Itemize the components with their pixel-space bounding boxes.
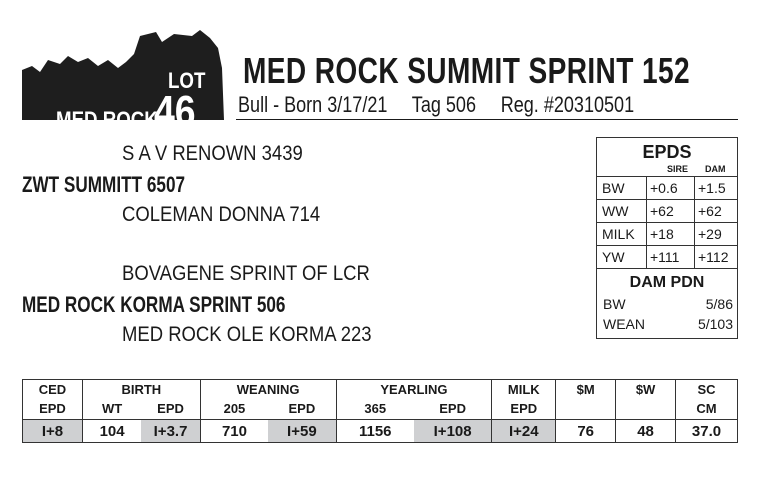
dam-pdn-divider [597,268,737,269]
performance-values-row [23,420,738,443]
sc-header-bottom: CM [696,401,717,416]
epd-label: YW [597,246,647,268]
dam-dam: MED ROCK OLE KORMA 223 [122,323,372,346]
epds-panel [596,137,738,339]
tag-number: Tag 506 [411,92,477,117]
dam: MED ROCK KORMA SPRINT 506 [22,292,286,317]
dam-pdn-value: 5/103 [697,316,733,332]
sm-header [556,380,616,420]
dam-pdn-row-wean [603,316,733,332]
performance-header-row [23,380,738,420]
performance-table [22,379,738,443]
yearling-365-value: 1156 [358,422,392,440]
weaning-205-header: 205 [223,401,246,416]
epd-sire-value: +18 [647,223,695,245]
dam-sire: BOVAGENE SPRINT OF LCR [122,262,370,285]
birth-values [82,420,200,443]
epd-row-ww [597,199,737,222]
sire-dam: COLEMAN DONNA 714 [122,203,321,226]
yearling-epd-value: I+108 [414,420,491,442]
epds-dam-header: DAM [705,164,726,174]
ced-header-top: CED [38,382,67,397]
epd-label: MILK [597,223,647,245]
milk-header-bottom: EPD [510,401,538,416]
epds-title: EPDS [642,142,692,162]
weaning-205-value: 710 [221,422,247,440]
epd-row-yw [597,245,737,268]
sw-header-top: $W [635,382,656,397]
epd-dam-value: +62 [698,203,722,219]
lot-number: 46 [154,87,196,136]
ced-header [23,380,83,420]
epd-sire-value: +62 [647,200,695,222]
yearling-header-title: YEARLING [380,382,448,397]
epd-row-milk [597,222,737,245]
sire: ZWT SUMMITT 6507 [22,172,186,197]
ced-header-bottom: EPD [39,401,66,416]
epds-sire-header: SIRE [667,164,689,174]
sw-value: 48 [616,420,676,443]
sex-born: Bull - Born 3/17/21 [238,92,388,117]
animal-info-line [238,92,654,118]
milk-value: I+24 [492,420,556,443]
weaning-epd-value: I+59 [268,420,335,442]
sm-header-top: $M [576,382,595,397]
yearling-epd-header: EPD [439,401,466,416]
birth-epd-value: I+3.7 [141,420,199,442]
birth-header-title: BIRTH [121,382,162,397]
birth-epd-header: EPD [157,401,184,416]
epds-table [597,176,737,268]
epd-sire-value: +0.6 [647,177,695,199]
title-divider [236,119,738,120]
sc-value: 37.0 [676,420,738,443]
sc-header-top: SC [697,382,716,397]
epd-label: WW [597,200,647,222]
epd-dam-value: +112 [698,249,729,265]
animal-name: MED ROCK SUMMIT SPRINT 152 [243,50,690,91]
weaning-header-title: WEANING [236,382,300,397]
milk-header [492,380,556,420]
milk-header-top: MILK [507,382,540,397]
dam-pdn-label: WEAN [603,316,645,332]
lot-label: LOT [168,68,206,93]
epd-sire-value: +111 [647,246,695,268]
weaning-values [200,420,336,443]
brand-name: MED ROCK [56,107,158,132]
sc-header [676,380,738,420]
dam-pdn-label: BW [603,296,626,312]
yearling-365-header: 365 [364,401,387,416]
epd-row-bw [597,176,737,199]
sire-sire: S A V RENOWN 3439 [122,142,303,165]
ced-value: I+8 [23,420,83,443]
birth-wt-value: 104 [99,422,125,440]
epd-dam-value: +1.5 [698,180,726,196]
dam-pdn-row-bw [603,296,733,312]
yearling-values [336,420,492,443]
dam-pdn-value: 5/86 [705,296,733,312]
epd-label: BW [597,177,647,199]
epd-dam-value: +29 [698,226,722,242]
birth-wt-header: WT [102,401,123,416]
birth-header [82,380,200,420]
dam-pdn-title: DAM PDN [629,274,705,291]
sm-value: 76 [556,420,616,443]
yearling-header [336,380,492,420]
registration-number: Reg. #20310501 [500,92,635,117]
sw-header [616,380,676,420]
med-rock-logo [22,28,224,136]
weaning-epd-header: EPD [288,401,316,416]
weaning-header [200,380,336,420]
